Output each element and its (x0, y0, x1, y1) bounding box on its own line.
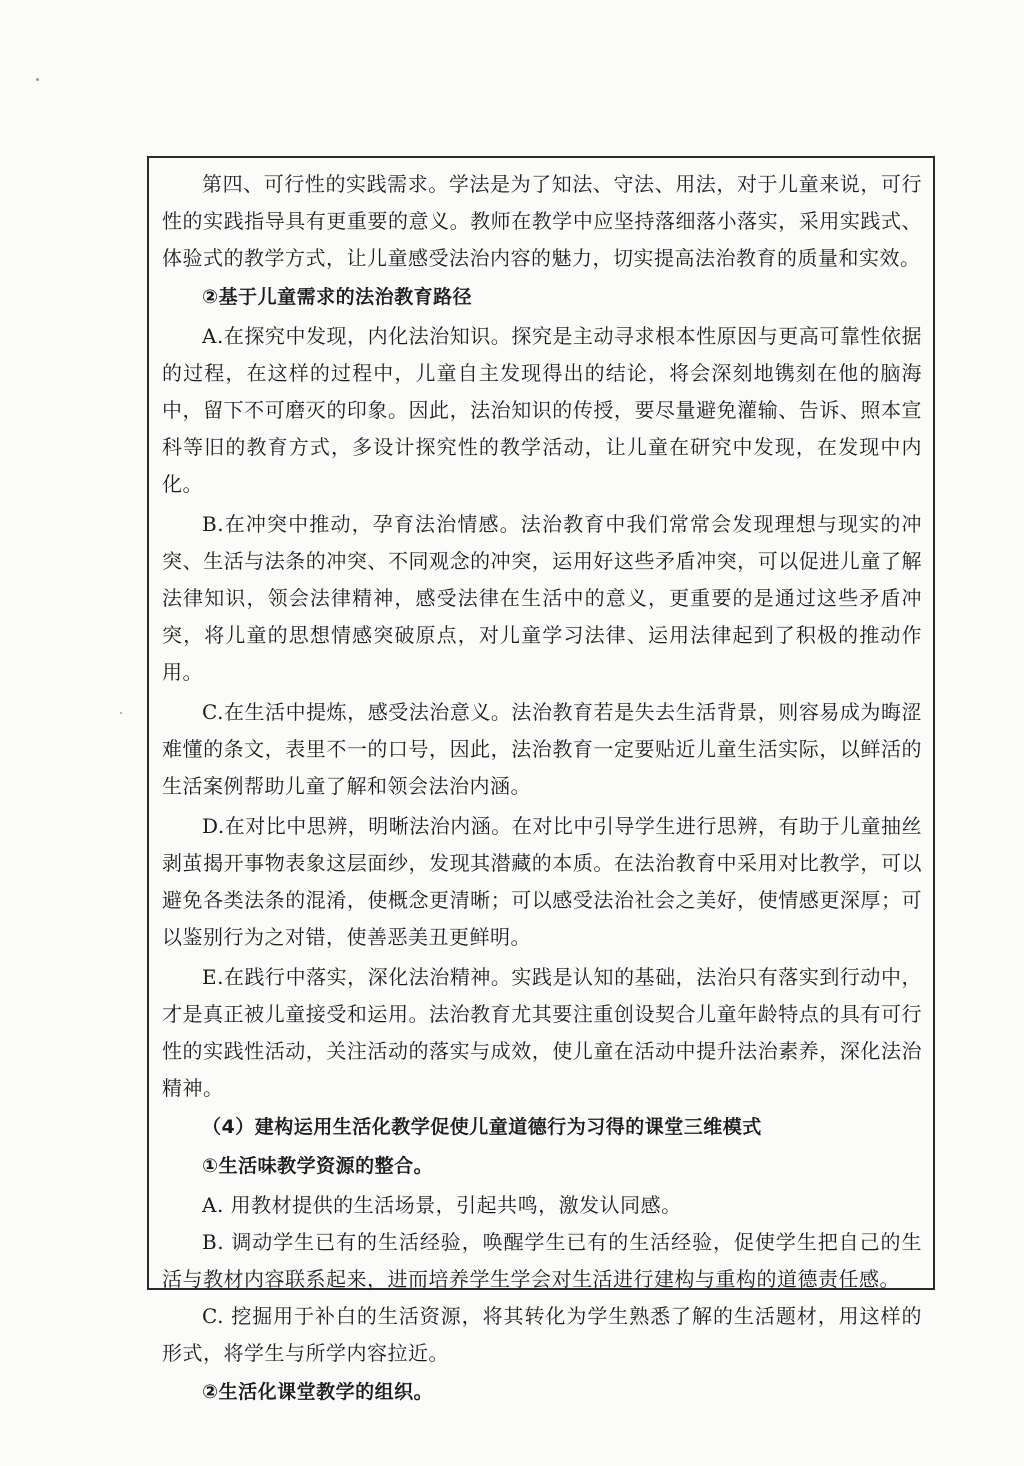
heading-resource-integration: ①生活味教学资源的整合。 (202, 1155, 434, 1177)
paragraph-path-d: D.在对比中思辨，明晰法治内涵。在对比中引导学生进行思辨，有助于儿童抽丝剥茧揭开事物表象这层面纱，发现其潜藏的本质。在法治教育中采用对比教学，可以避免各类法条的混淆，使概念更清晰；可以感受法治社会之美好，使情感更深厚；可以鉴别行为之对错，使善恶美丑更鲜明。 (162, 814, 922, 949)
paragraph-path-c: C.在生活中提炼，感受法治意义。法治教育若是失去生活背景，则容易成为晦涩难懂的条文，表里不一的口号，因此，法治教育一定要贴近儿童生活实际，以鲜活的生活案例帮助儿童了解和领会法治内涵。 (162, 700, 922, 798)
paragraph-feasibility-need: 第四、可行性的实践需求。学法是为了知法、守法、用法，对于儿童来说，可行性的实践指导具有更重要的意义。教师在教学中应坚持落细落小落实，采用实践式、体验式的教学方式，让儿童感受法治内容的魅力，切实提高法治教育的质量和实效。 (162, 172, 922, 270)
paragraph-path-b: B.在冲突中推动，孕育法治情感。法治教育中我们常常会发现理想与现实的冲突、生活与法条的冲突、不同观念的冲突，运用好这些矛盾冲突，可以促进儿童了解法律知识，领会法律精神，感受法律在生活中的意义，更重要的是通过这些矛盾冲突，将儿童的思想情感突破原点，对儿童学习法律、运用法律起到了积极的推动作用。 (162, 512, 922, 684)
paragraph-resource-a: A. 用教材提供的生活场景，引起共鸣，激发认同感。 (202, 1193, 682, 1217)
paragraph-path-e: E.在践行中落实，深化法治精神。实践是认知的基础，法治只有落实到行动中，才是真正被儿童接受和运用。法治教育尤其要注重创设契合儿童年龄特点的具有可行性的实践性活动，关注活动的落实与成效，使儿童在活动中提升法治素养，深化法治精神。 (162, 965, 922, 1100)
scan-speck (36, 78, 39, 81)
heading-section-4: （4）建构运用生活化教学促使儿童道德行为习得的课堂三维模式 (202, 1116, 762, 1138)
document-body (162, 166, 922, 1413)
heading-classroom-organization: ②生活化课堂教学的组织。 (202, 1381, 434, 1403)
paragraph-path-a: A.在探究中发现，内化法治知识。探究是主动寻求根本性原因与更高可靠性依据的过程，在这样的过程中，儿童自主发现得出的结论，将会深刻地镌刻在他的脑海中，留下不可磨灭的印象。因此，法治知识的传授，要尽量避免灌输、告诉、照本宣科等旧的教育方式，多设计探究性的教学活动，让儿童在研究中发现，在发现中内化。 (162, 324, 922, 496)
paragraph-resource-b: B. 调动学生已有的生活经验，唤醒学生已有的生活经验，促使学生把自己的生活与教材内容联系起来，进而培养学生学会对生活进行建构与重构的道德责任感。 (162, 1230, 922, 1291)
heading-education-path: ②基于儿童需求的法治教育路径 (202, 286, 473, 308)
scan-speck (120, 712, 122, 714)
paragraph-resource-c: C. 挖掘用于补白的生活资源，将其转化为学生熟悉了解的生活题材，用这样的形式，将学生与所学内容拉近。 (162, 1304, 922, 1365)
